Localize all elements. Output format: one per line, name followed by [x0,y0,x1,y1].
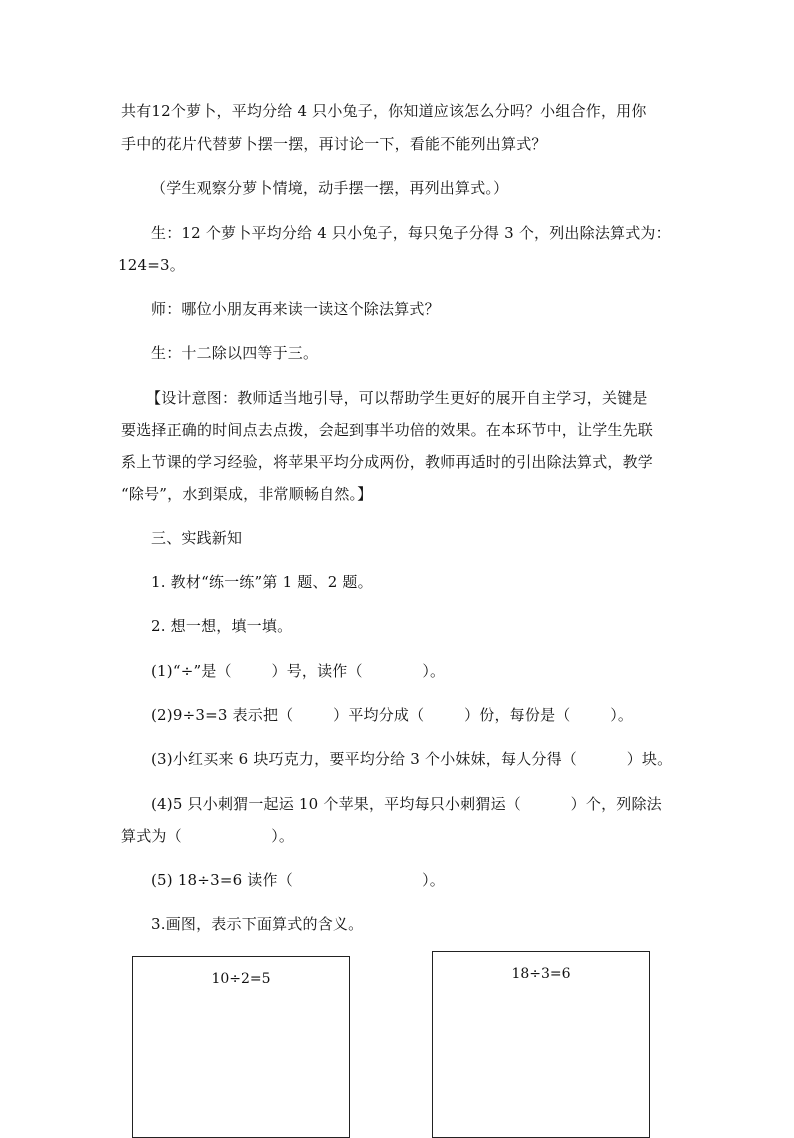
exercise-item: (1)“÷”是（ ）号，读作（ ）。 [151,662,446,680]
paragraph-line: “除号”，水到渠成，非常顺畅自然。】 [121,485,373,503]
paragraph-line: 124=3。 [118,256,185,274]
paragraph-line: 系上节课的学习经验，将苹果平均分成两份，教师再适时的引出除法算式，教学 [121,453,654,471]
drawing-box-2 [432,951,650,1138]
paragraph-line: 生：十二除以四等于三。 [151,344,319,362]
exercise-item: (2)9÷3=3 表示把（ ）平均分成（ ）份，每份是（ ）。 [151,706,634,724]
exercise-item: (3)小红买来 6 块巧克力，要平均分给 3 个小妹妹，每人分得（ ）块。 [151,750,673,768]
paragraph-line: 1. 教材“练一练”第 1 题、2 题。 [151,573,373,591]
paragraph-line: 师：哪位小朋友再来读一读这个除法算式？ [151,300,440,318]
section-heading: 三、实践新知 [151,529,243,547]
paragraph-line: 共有12个萝卜，平均分给 4 只小兔子，你知道应该怎么分吗？小组合作，用你 [121,102,647,120]
drawing-box-1 [132,956,350,1138]
paragraph-line: 【设计意图：教师适当地引导，可以帮助学生更好的展开自主学习，关键是 [146,389,648,407]
paragraph-line: 生：12 个萝卜平均分给 4 只小兔子，每只兔子分得 3 个，列出除法算式为： [151,224,671,242]
exercise-item: (4)5 只小刺猬一起运 10 个苹果，平均每只小刺猬运（ ）个，列除法 [151,795,662,813]
box-equation: 10÷2=5 [211,971,271,987]
paragraph-line: （学生观察分萝卜情境，动手摆一摆，再列出算式。） [151,179,509,197]
paragraph-line: 3.画图，表示下面算式的含义。 [151,915,364,933]
exercise-item: (5) 18÷3=6 读作（ ）。 [151,871,445,889]
paragraph-line: 2. 想一想，填一填。 [151,617,293,635]
paragraph-line: 要选择正确的时间点去点拨，会起到事半功倍的效果。在本环节中，让学生先联 [121,421,654,439]
paragraph-line: 手中的花片代替萝卜摆一摆，再讨论一下，看能不能列出算式？ [121,135,547,153]
box-equation: 18÷3=6 [511,966,571,982]
exercise-item: 算式为（ ）。 [121,827,295,845]
